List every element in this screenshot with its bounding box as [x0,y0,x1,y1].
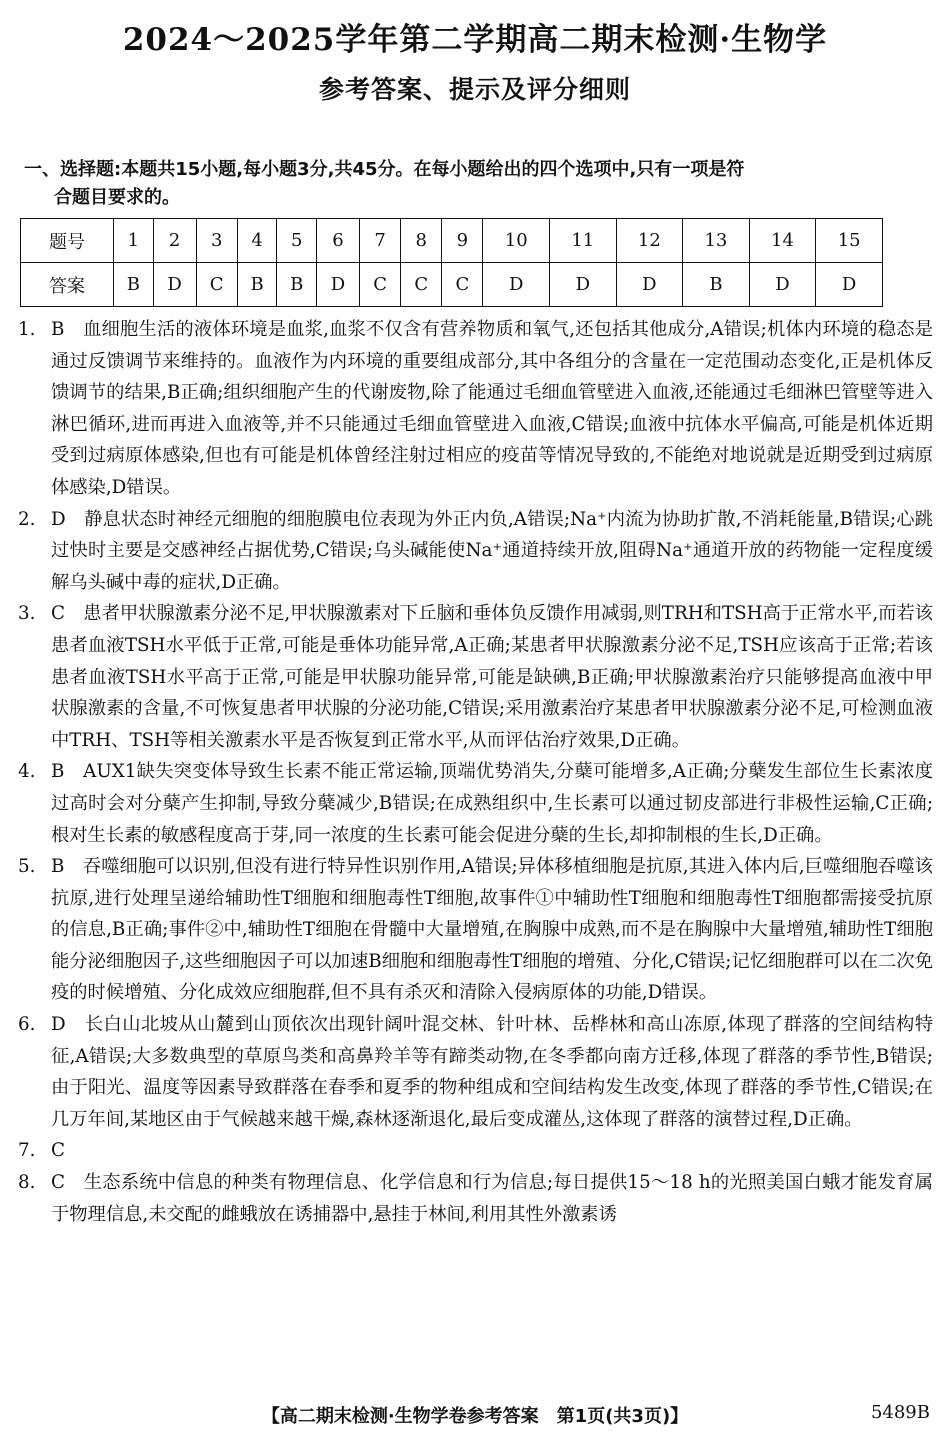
answer-cell: B [114,263,154,307]
answer-cell: B [277,263,317,307]
question-number-cell: 7 [360,219,401,263]
answer-table-number-row [21,219,883,263]
explanation-item [18,851,933,1009]
explanation-number: 8. [18,1172,36,1194]
explanation-number: 6. [18,1014,36,1036]
question-number-cell: 9 [442,219,483,263]
question-number-cell: 3 [196,219,237,263]
answer-cell: B [237,263,277,307]
explanation-text: C 患者甲状腺激素分泌不足,甲状腺激素对下丘脑和垂体负反馈作用减弱,则TRH和TSH高于正常水平,而若该患者血液TSH水平低于正常,可能是垂体功能异常,A正确;某患者甲状腺激素分泌不足,TSH应该高于正常;若该患者血液TSH水平高于正常,可能是甲状腺功能异常,可能是缺碘,B正确;甲状腺激素治疗只能够提高血液中甲状腺激素的含量,不可恢复患者甲状腺的分泌功能,C错误;采用激素治疗某患者甲状腺激素分泌不足,可检测血液中TRH、TSH等相关激素水平是否恢复到正常水平,从而评估治疗效果,D正确。 [51,603,933,751]
answer-cell: C [196,263,237,307]
explanation-text: B AUX1缺失突变体导致生长素不能正常运输,顶端优势消失,分蘖可能增多,A正确;分蘖发生部位生长素浓度过高时会对分蘖产生抑制,导致分蘖减少,B错误;在成熟组织中,生长素可以通过韧皮部进行非极性运输,C正确;根对生长素的敏感程度高于芽,同一浓度的生长素可能会促进分蘖的生长,却抑制根的生长,D正确。 [51,761,933,846]
explanation-text: C [51,1140,65,1162]
instructions-line-2: 合题目要求的。 [54,187,180,208]
explanation-text: B 吞噬细胞可以识别,但没有进行特异性识别作用,A错误;异体移植细胞是抗原,其进入体内后,巨噬细胞吞噬该抗原,进行处理呈递给辅助性T细胞和细胞毒性T细胞,故事件①中辅助性T细胞和细胞毒性T细胞都需接受抗原的信息,B正确;事件②中,辅助性T细胞在骨髓中大量增殖,在胸腺中成熟,而不是在胸腺中大量增殖,辅助性T细胞能分泌细胞因子,这些细胞因子可以加速B细胞和细胞毒性T细胞的增殖、分化,C错误;记忆细胞群可以在二次免疫的时候增殖、分化成效应细胞群,但不具有杀灭和清除入侵病原体的功能,D错误。 [51,856,933,1004]
answer-cell: C [360,263,401,307]
explanation-item [18,598,933,756]
explanation-text: D 静息状态时神经元细胞的细胞膜电位表现为外正内负,A错误;Na⁺内流为协助扩散,不消耗能量,B错误;心跳过快时主要是交感神经占据优势,C错误;乌头碱能使Na⁺通道持续开放,阻碍Na⁺通道开放的药物能一定程度缓解乌头碱中毒的症状,D正确。 [51,508,933,593]
explanation-item [18,1009,933,1135]
question-number-cell: 12 [616,219,683,263]
answer-cell: D [616,263,683,307]
answer-cell: D [153,263,196,307]
question-number-cell: 15 [816,219,883,263]
explanation-number: 5. [18,856,36,878]
instructions-line-1: 一、选择题:本题共15小题,每小题3分,共45分。在每小题给出的四个选项中,只有一项是符 [24,159,745,180]
page-footer: 【高二期末检测·生物学卷参考答案 第1页(共3页)】 [261,1406,689,1427]
question-number-cell: 2 [153,219,196,263]
question-number-cell: 1 [114,219,154,263]
number-row-label: 题号 [21,219,114,263]
answer-cell: C [442,263,483,307]
answer-cell: D [483,263,550,307]
explanations [18,314,933,1230]
page-subtitle: 参考答案、提示及评分细则 [318,75,631,104]
question-number-cell: 8 [401,219,442,263]
explanation-item [18,1135,933,1167]
question-number-cell: 4 [237,219,277,263]
question-number-cell: 13 [683,219,750,263]
question-number-cell: 10 [483,219,550,263]
answer-cell: D [749,263,816,307]
explanation-number: 1. [18,319,36,340]
answer-cell: D [816,263,883,307]
explanation-item [18,756,933,851]
explanation-item [18,314,933,504]
explanation-number: 3. [18,603,36,625]
answer-cell: D [550,263,617,307]
explanation-item [18,504,933,599]
explanation-text: D 长白山北坡从山麓到山顶依次出现针阔叶混交林、针叶林、岳桦林和高山冻原,体现了群落的空间结构特征,A错误;大多数典型的草原鸟类和高鼻羚羊等有蹄类动物,在冬季都向南方迁移,体现了群落的季节性,B错误;由于阳光、温度等因素导致群落在春季和夏季的物种组成和空间结构发生改变,体现了群落的季节性,C错误;在几万年间,某地区由于气候越来越干燥,森林逐渐退化,最后变成灌丛,这体现了群落的演替过程,D正确。 [51,1014,933,1130]
explanation-text: C 生态系统中信息的种类有物理信息、化学信息和行为信息;每日提供15～18 h的光照美国白蛾才能发育属于物理信息,未交配的雌蛾放在诱捕器中,悬挂于林间,利用其性外激素诱 [51,1172,933,1225]
paper-code: 5489B [870,1402,930,1423]
answer-table [20,218,883,307]
explanation-item [18,1167,933,1230]
page-title: 2024～2025学年第二学期高二期末检测·生物学 [122,22,828,58]
question-number-cell: 14 [749,219,816,263]
answer-cell: C [401,263,442,307]
answer-row-label: 答案 [21,263,114,307]
answer-cell: B [683,263,750,307]
question-number-cell: 5 [277,219,317,263]
answer-table-answer-row [21,263,883,307]
explanation-number: 7. [18,1140,36,1162]
explanation-number: 4. [18,761,36,783]
answer-cell: D [317,263,360,307]
explanation-number: 2. [18,508,36,530]
question-number-cell: 6 [317,219,360,263]
section-instructions [24,156,934,212]
explanation-text: B 血细胞生活的液体环境是血浆,血浆不仅含有营养物质和氧气,还包括其他成分,A错误;机体内环境的稳态是通过反馈调节来维持的。血液作为内环境的重要组成部分,其中各组分的含量在一定范围动态变化,正是机体反馈调节的结果,B正确;组织细胞产生的代谢废物,除了能通过毛细血管壁进入血液,还能通过毛细淋巴管壁等进入淋巴循环,进而再进入血液等,并不只能通过毛细血管壁进入血液,C错误;血液中抗体水平偏高,可能是机体近期受到过病原体感染,但也有可能是机体曾经注射过相应的疫苗等情况导致的,不能绝对地说就是近期受到过病原体感染,D错误。 [51,319,933,498]
question-number-cell: 11 [550,219,617,263]
